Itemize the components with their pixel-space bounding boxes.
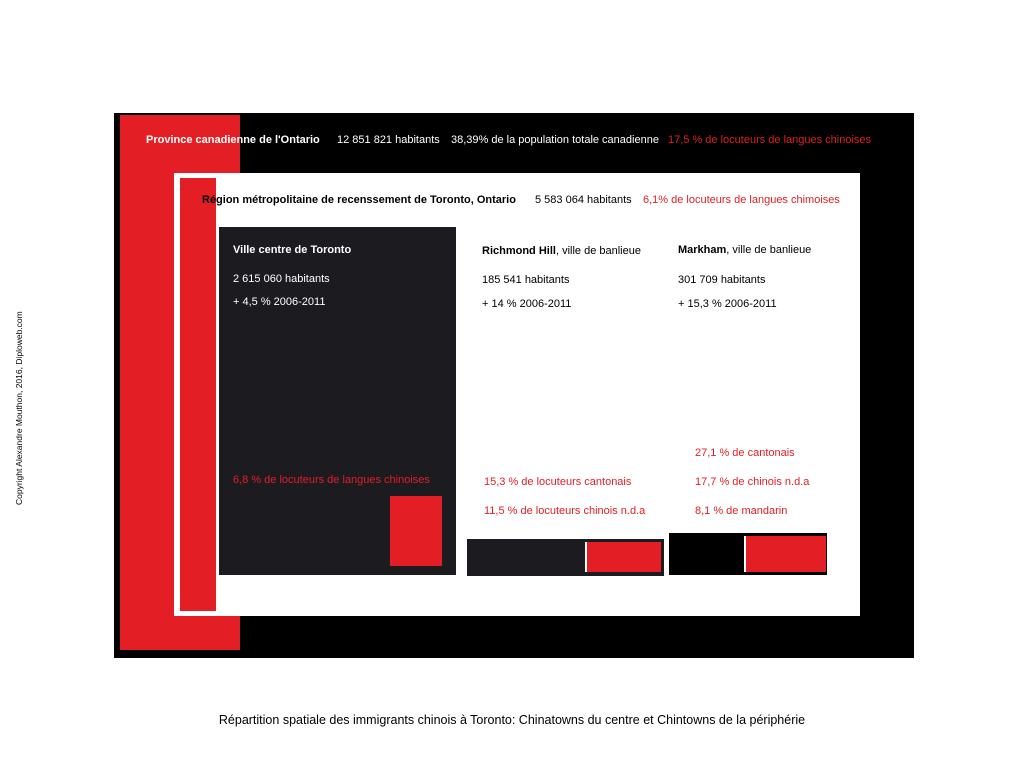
metro-red-bar [180,178,216,611]
markham-chinese-block [744,536,826,572]
markham-mandarin: 8,1 % de mandarin [695,505,788,517]
markham-chinese-nda: 17,7 % de chinois n.d.a [695,476,810,488]
richmond-title [482,245,641,258]
richmond-cantonese: 15,3 % de locuteurs cantonais [484,476,632,488]
province-share: 38,39% de la population totale canadienne [451,134,659,146]
toronto-growth: + 4,5 % 2006-2011 [233,296,326,308]
richmond-type: , ville de banlieue [555,245,641,257]
metro-population: 5 583 064 habitants [535,194,632,206]
metro-chinese: 6,1% de locuteurs de langues chimoises [643,194,840,206]
copyright-text: Copyright Alexandre Mouthon, 2016, Diploweb.com [14,311,24,505]
province-name: Province canadienne de l'Ontario [146,134,320,146]
richmond-chinese-nda: 11,5 % de locuteurs chinois n.d.a [484,505,646,517]
province-population: 12 851 821 habitants [337,134,440,146]
markham-population: 301 709 habitants [678,274,766,286]
markham-name: Markham [678,244,727,256]
province-chinese: 17,5 % de locuteurs de langues chinoises [668,134,872,146]
richmond-chinese-block [585,542,661,572]
markham-type: , ville de banlieue [726,244,812,256]
toronto-population: 2 615 060 habitants [233,273,330,285]
markham-title [678,244,811,257]
toronto-name: Ville centre de Toronto [233,244,352,256]
toronto-chinese-block [390,496,442,566]
toronto-chinese: 6,8 % de locuteurs de langues chinoises [233,474,430,486]
richmond-population: 185 541 habitants [482,274,570,286]
richmond-name: Richmond Hill [482,245,556,257]
metro-name: Région métropolitaine de recenssement de Toronto, Ontario [202,194,516,206]
markham-growth: + 15,3 % 2006-2011 [678,298,777,310]
figure-caption: Répartition spatiale des immigrants chinois à Toronto: Chinatowns du centre et Chintowns de la périphérie [218,713,806,727]
richmond-growth: + 14 % 2006-2011 [482,298,572,310]
markham-cantonese: 27,1 % de cantonais [695,447,795,459]
